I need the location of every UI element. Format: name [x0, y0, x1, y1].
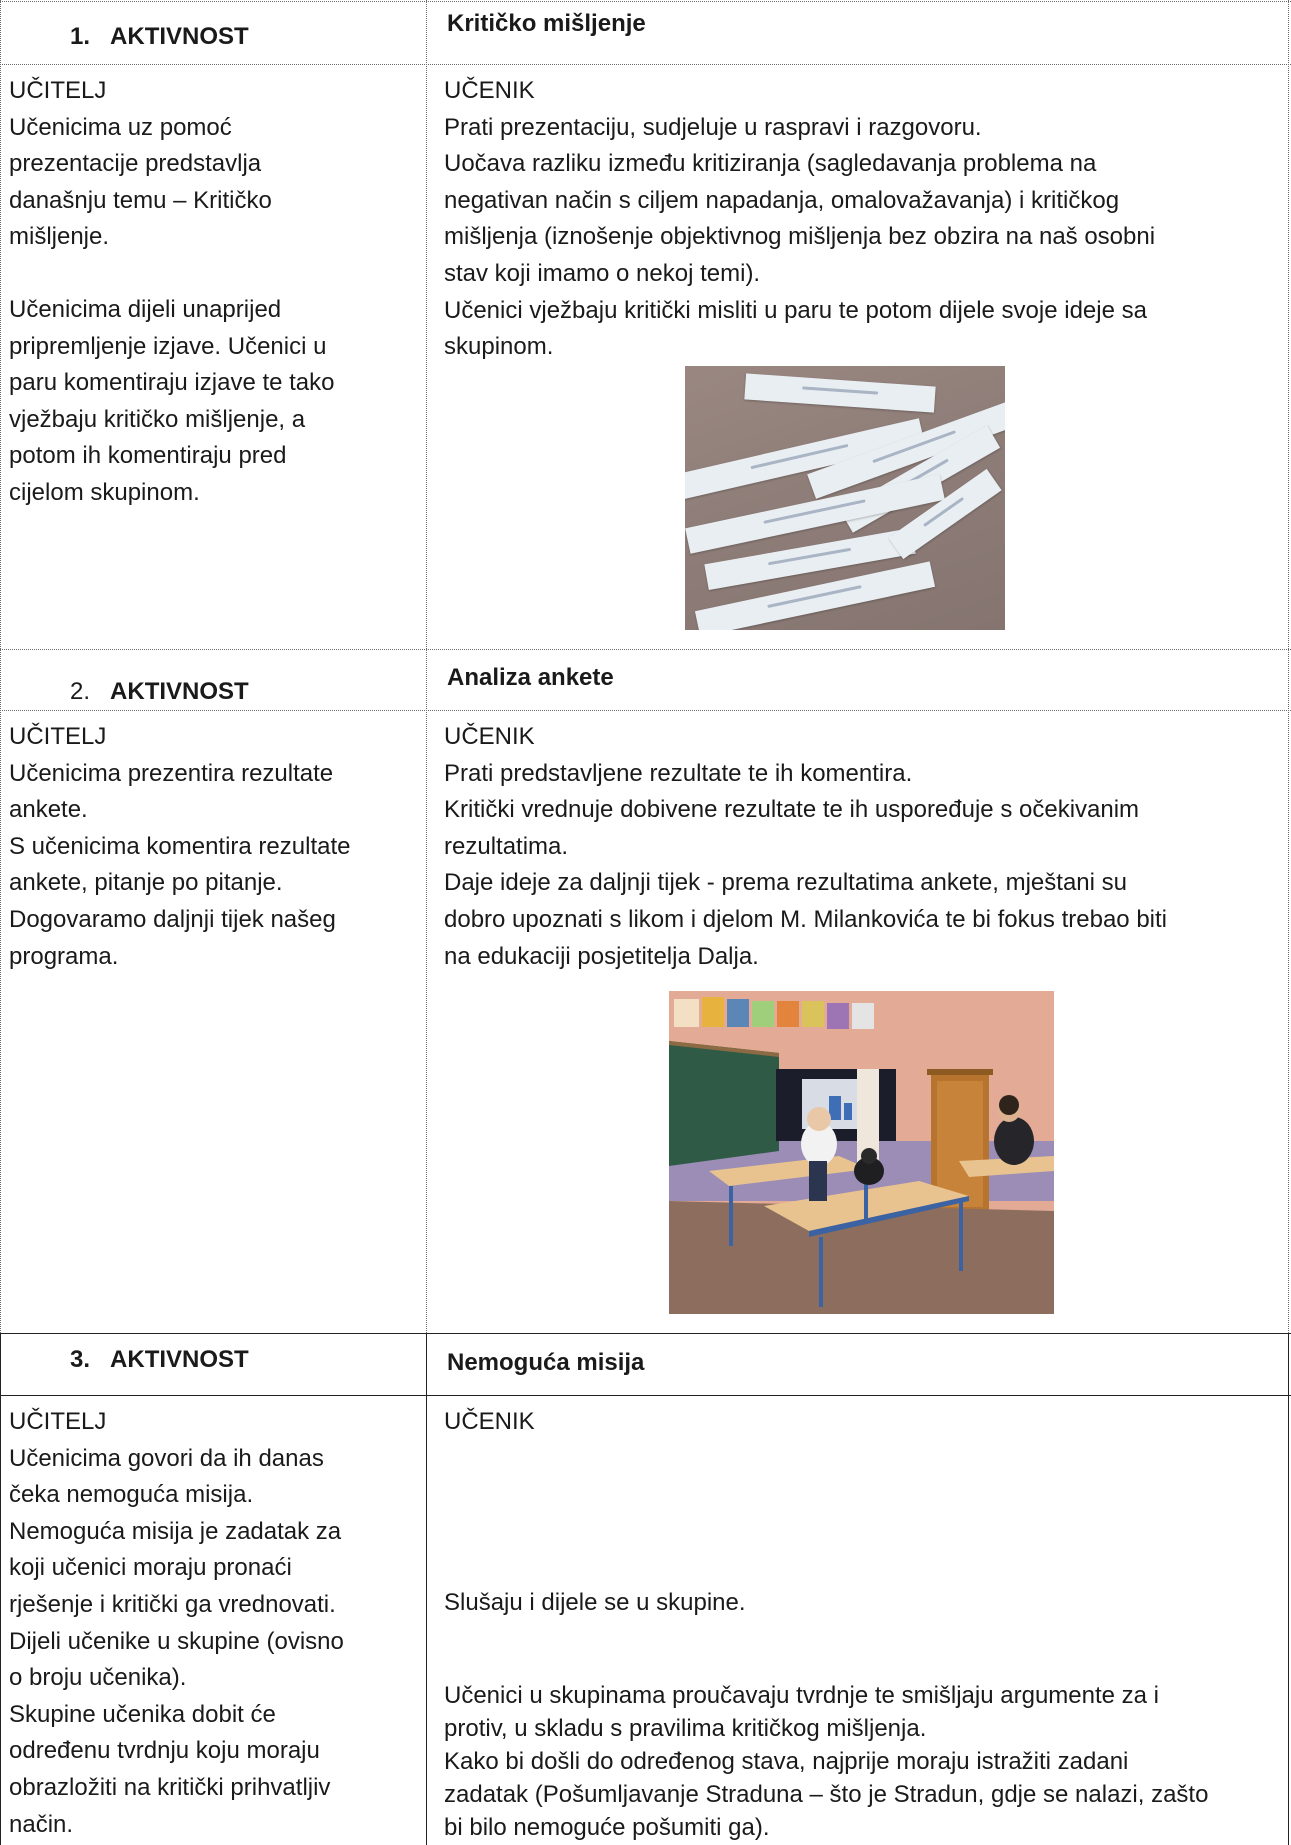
text-line: vježbaju kritičko mišljenje, a	[9, 405, 306, 433]
table-border	[0, 1395, 1291, 1396]
student-text-block	[444, 1679, 1284, 1844]
teacher-role: UČITELJ	[9, 77, 107, 104]
table-border	[426, 0, 427, 1333]
student-role: UČENIK	[444, 77, 535, 104]
paper-strip	[744, 373, 935, 412]
text-line: način.	[9, 1810, 74, 1838]
text-line: dobro upoznati s likom i djelom M. Milankovića te bi fokus trebao biti	[444, 905, 1167, 933]
table-border	[0, 0, 1, 1333]
student-column	[444, 719, 1284, 975]
text-line: prezentacije predstavlja	[9, 150, 262, 178]
text-line: Kako bi došli do određenog stava, najprije moraju istražiti zadani	[444, 1748, 1129, 1775]
activity-label: AKTIVNOST	[110, 1346, 249, 1373]
activity-header	[70, 674, 249, 711]
text-line: o broju učenika).	[9, 1664, 187, 1692]
teacher-column	[9, 719, 421, 975]
activity-title: Kritičko mišljenje	[447, 10, 646, 37]
table-border	[0, 1333, 1, 1845]
table-border	[1288, 1333, 1289, 1845]
text-line: Prati predstavljene rezultate te ih komentira.	[444, 759, 913, 787]
text-line: skupinom.	[444, 333, 554, 361]
text-line: Učenici vježbaju kritički misliti u paru te potom dijele svoje ideje sa	[444, 296, 1147, 324]
text-line: Učenicima dijeli unaprijed	[9, 295, 282, 323]
activity-label: AKTIVNOST	[110, 23, 249, 50]
text-line: određenu tvrdnju koju moraju	[9, 1737, 320, 1765]
activity-title: Nemoguća misija	[447, 1349, 645, 1376]
text-line: rezultatima.	[444, 832, 569, 860]
table-border	[0, 64, 1291, 65]
paper-strips-photo	[685, 366, 1005, 630]
activity-title: Analiza ankete	[447, 664, 614, 691]
activity-number: 3.	[70, 1346, 91, 1373]
classroom-illustration	[669, 991, 1054, 1314]
teacher-role: UČITELJ	[9, 723, 107, 750]
text-line: zadatak (Pošumljavanje Straduna – što je Stradun, gdje se nalazi, zašto	[444, 1781, 1209, 1808]
text-line: cijelom skupinom.	[9, 478, 200, 506]
table-border	[426, 1333, 427, 1845]
text-line: Dijeli učenike u skupine (ovisno	[9, 1627, 344, 1655]
activity-number: 2.	[70, 678, 91, 705]
text-line: rješenje i kritički ga vrednovati.	[9, 1590, 336, 1618]
text-line: mišljenja (iznošenje objektivnog mišljenja bez obzira na naš osobni	[444, 223, 1156, 251]
text-line: ankete, pitanje po pitanje.	[9, 869, 283, 897]
activity-label: AKTIVNOST	[110, 678, 249, 705]
text-line: Učenicima uz pomoć	[9, 113, 232, 141]
text-line: S učenicima komentira rezultate	[9, 832, 351, 860]
text-line: Dogovaramo daljnji tijek našeg	[9, 905, 336, 933]
activity-header	[70, 19, 249, 56]
text-line: paru komentiraju izjave te tako	[9, 369, 335, 397]
text-line: čeka nemoguća misija.	[9, 1481, 254, 1509]
teacher-column	[9, 1404, 421, 1843]
text-line: na edukaciji posjetitelja Dalja.	[444, 942, 759, 970]
text-line: Kritički vrednuje dobivene rezultate te ih uspoređuje s očekivanim	[444, 796, 1140, 824]
text-line: mišljenje.	[9, 223, 110, 251]
text-line: potom ih komentiraju pred	[9, 442, 287, 470]
student-column	[444, 1404, 1284, 1441]
text-line: Učenicima prezentira rezultate	[9, 759, 334, 787]
table-border	[0, 1, 1291, 2]
text-line: protiv, u skladu s pravilima kritičkog mišljenja.	[444, 1715, 927, 1742]
text-line: negativan način s ciljem napadanja, omalovažavanja) i kritičkog	[444, 186, 1120, 214]
table-border	[1288, 0, 1289, 1333]
text-line: pripremljenje izjave. Učenici u	[9, 332, 327, 360]
student-role: UČENIK	[444, 723, 535, 750]
student-role: UČENIK	[444, 1408, 535, 1435]
table-border	[0, 1333, 1291, 1334]
activity-header	[70, 1342, 249, 1379]
text-line: Skupine učenika dobit će	[9, 1700, 276, 1728]
text-line: programa.	[9, 942, 119, 970]
text-line: Daje ideje za daljnji tijek - prema rezultatima ankete, mještani su	[444, 869, 1127, 897]
teacher-column	[9, 73, 421, 512]
text-line: ankete.	[9, 796, 88, 824]
classroom-photo	[669, 991, 1054, 1314]
text-line: Učenicima govori da ih danas	[9, 1444, 324, 1472]
table-border	[0, 649, 1291, 650]
text-line: današnju temu – Kritičko	[9, 186, 272, 214]
student-text-block: Slušaju i dijele se u skupine.	[444, 1589, 746, 1616]
activity-number: 1.	[70, 23, 91, 50]
text-line: Uočava razliku između kritiziranja (sagledavanja problema na	[444, 150, 1097, 178]
text-line: koji učenici moraju pronaći	[9, 1554, 292, 1582]
student-column	[444, 73, 1284, 366]
teacher-role: UČITELJ	[9, 1408, 107, 1435]
text-line: Prati prezentaciju, sudjeluje u raspravi i razgovoru.	[444, 113, 982, 141]
text-line: bi bilo nemoguće pošumiti ga).	[444, 1814, 770, 1841]
text-line: obrazložiti na kritički prihvatljiv	[9, 1773, 331, 1801]
text-line: Učenici u skupinama proučavaju tvrdnje te smišljaju argumente za i	[444, 1682, 1160, 1709]
text-line: stav koji imamo o nekoj temi).	[444, 259, 761, 287]
text-line: Nemoguća misija je zadatak za	[9, 1517, 342, 1545]
